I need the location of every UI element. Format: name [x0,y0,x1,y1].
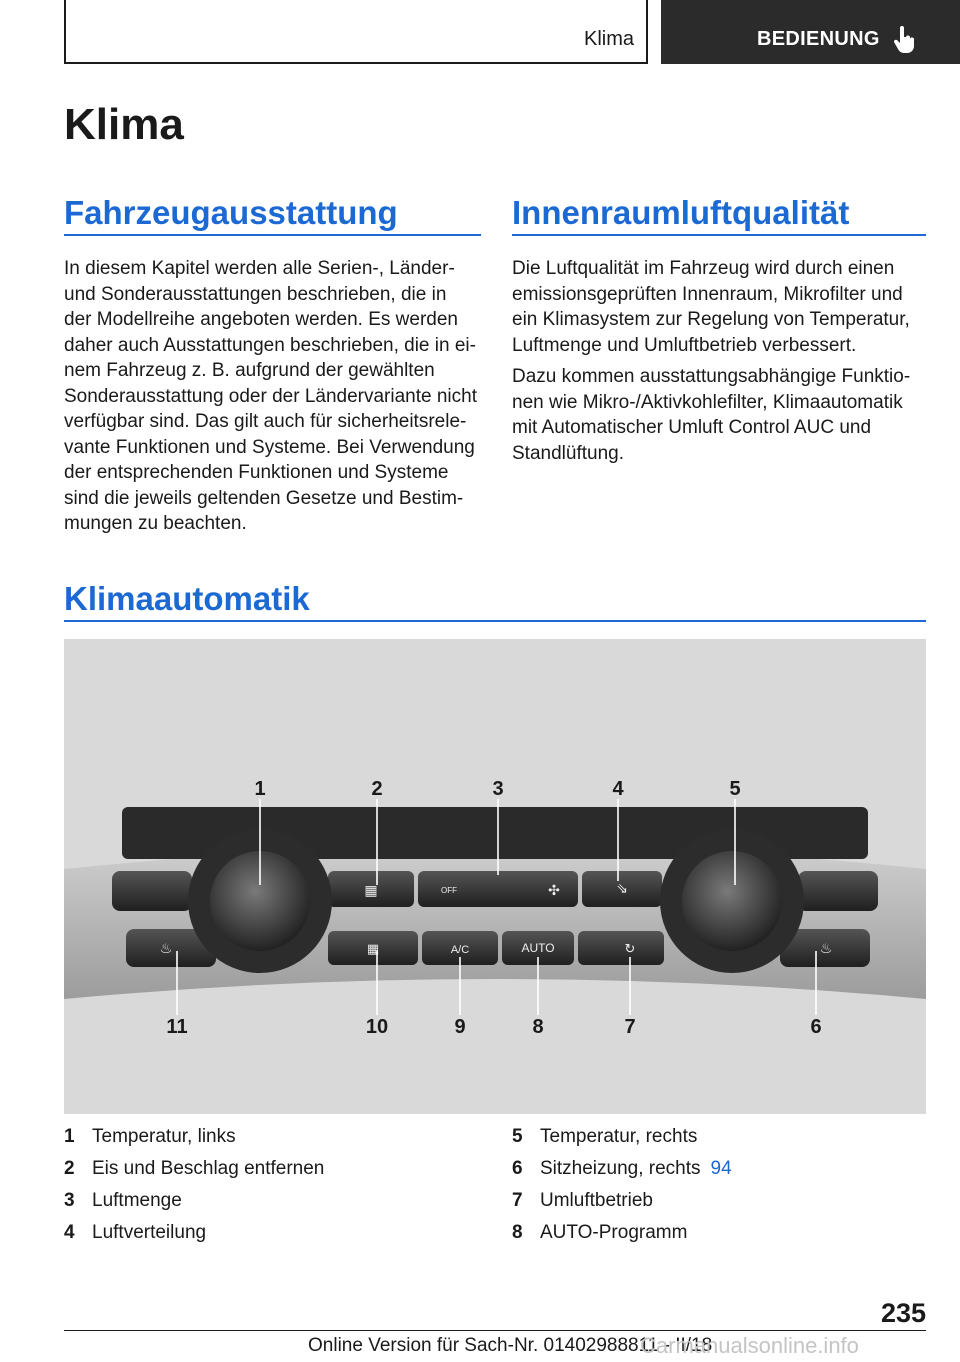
section-rule [64,620,926,622]
rear-defrost-icon: ▦ [366,942,380,957]
section-title-innenraumluftqualitaet: Innenraumluftqualität [512,194,850,231]
page-reference-link[interactable]: 94 [710,1158,732,1179]
defrost-icon: ▦ [364,883,378,899]
section-rule [64,234,481,236]
callout-7: 7 [624,1016,636,1038]
callout-10: 10 [365,1016,389,1038]
header-section-tab [661,0,960,64]
callout-9: 9 [454,1016,466,1038]
page-number: 235 [880,1298,926,1328]
ac-label: A/C [450,944,470,956]
callout-8: 8 [532,1016,544,1038]
climate-panel-figure [64,639,926,1114]
recirculation-button [578,931,664,965]
paragraph-innenraum-1: Die Luftqualität im Fahrzeug wird durch einen emissionsgeprüften Innenraum, Mikrofilter und ein Klimasystem zur Regelung von Temperatur, Luftmenge und Umluftbetrieb verbessert. [512,258,910,356]
footer-text: Online Version für Sach-Nr. 01402988811 - II/18 [308,1335,713,1356]
section-title-fahrzeugausstattung: Fahrzeugausstattung [64,194,398,231]
header-chapter-tab [64,0,648,64]
header-chapter: Klima [583,28,634,50]
auto-label: AUTO [521,941,555,955]
callout-3: 3 [492,778,504,800]
callout-11: 11 [166,1016,188,1038]
callout-1: 1 [254,778,266,800]
page-title: Klima [64,100,184,149]
header-section: BEDIENUNG [757,28,880,50]
pointing-hand-icon [893,26,917,54]
footer-rule [64,1330,926,1331]
callout-4: 4 [612,778,624,800]
seat-heating-icon: ♨ [819,941,833,957]
paragraph-fahrzeugausstattung: In diesem Kapitel werden alle Serien-, Länder- und Sonderausstattungen beschrieben, die in der Modellreihe angeboten werden. Es werden daher auch Ausstattungen beschrieben, die in ei- nem Fahrzeug z. B. aufgrund der gewählten Sonderausstattung oder der Ländervariante nicht verfügbar sind. Das gilt auch für sicherheitsrele- vante Funktionen und Systeme. Bei Verwendung der entsprechenden Funktionen und Systeme sind die jeweils geltenden Gesetze und Bestim- mungen zu beachten. [64,258,477,534]
callout-5: 5 [729,778,741,800]
fan-off-label: OFF [441,886,457,895]
paragraph-innenraum-2: Dazu kommen ausstattungsabhängige Funktio- nen wie Mikro-/Aktivkohlefilter, Klimaautomatik mit Automatischer Umluft Control AUC und Standlüftung. [512,366,911,464]
temperature-knob-right [682,851,782,951]
watermark: Carmanualsonline.info [640,1333,859,1358]
recirculation-icon: ↻ [624,942,636,957]
fan-icon: ✣ [548,883,560,899]
seat-heating-icon: ♨ [159,941,173,957]
callout-6: 6 [810,1016,822,1038]
air-distribution-icon: ⇘ [616,881,628,897]
callout-2: 2 [371,778,383,800]
section-title-klimaautomatik: Klimaautomatik [64,580,310,617]
section-rule [512,234,926,236]
